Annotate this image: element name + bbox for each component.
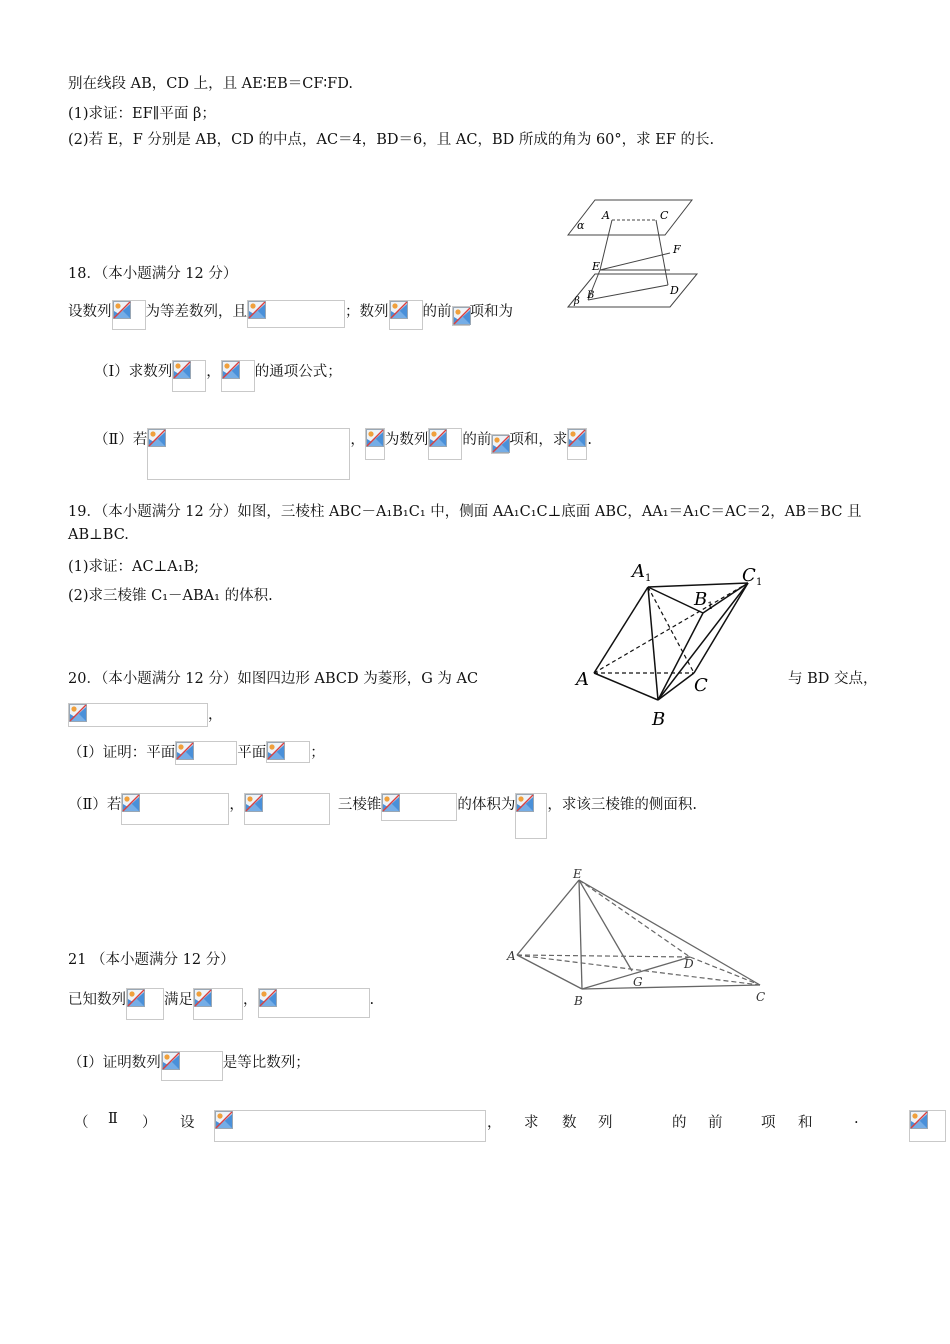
text-seg: （Ⅰ）证明数列 <box>68 1055 161 1071</box>
broken-image-icon <box>215 1111 233 1129</box>
q21-part2-qiu: 求 <box>524 1115 539 1131</box>
fig2-label-a: A <box>576 669 589 690</box>
broken-image-icon <box>245 794 263 812</box>
q21-part2-she: 设 <box>180 1115 195 1131</box>
text-seg: ；数列 <box>345 304 389 320</box>
formula-image-placeholder <box>244 793 330 825</box>
q21-part2-shu: 数 <box>562 1115 577 1131</box>
q19-line1: 19．（本小题满分 12 分）如图，三棱柱 ABC－A₁B₁C₁ 中，侧面 AA₁C₁C⊥底面 ABC，AA₁＝A₁C＝AC＝2，AB＝BC 且 <box>68 504 862 520</box>
svg-text:1: 1 <box>645 573 652 584</box>
q21-part2-qian: 前 <box>708 1115 723 1131</box>
svg-text:1: 1 <box>756 577 763 588</box>
formula-image-placeholder <box>121 793 229 825</box>
formula-image-placeholder <box>365 428 385 460</box>
broken-image-icon <box>222 361 240 379</box>
broken-image-icon <box>113 301 131 319</box>
text-seg: 三棱锥 <box>337 797 382 813</box>
broken-image-icon <box>390 301 408 319</box>
text-seg: 为等差数列，且 <box>145 304 247 320</box>
formula-image-placeholder <box>175 741 237 765</box>
formula-image-placeholder <box>389 300 423 330</box>
q20-line1a: 20．（本小题满分 12 分）如图四边形 ABCD 为菱形，G 为 AC <box>68 671 479 687</box>
broken-image-icon <box>366 429 384 447</box>
fig3-label-d: D <box>684 957 694 971</box>
fig1-label-e: E <box>592 260 601 273</box>
formula-image-placeholder <box>266 741 310 763</box>
q18-part1 <box>94 360 342 392</box>
fig1-label-d: D <box>670 284 679 297</box>
broken-image-icon <box>259 989 277 1007</box>
q19-line2: AB⊥BC. <box>68 527 129 543</box>
formula-image-placeholder <box>214 1110 486 1142</box>
text-seg: 满足 <box>164 992 193 1008</box>
text-seg: （Ⅱ）若 <box>68 797 122 813</box>
svg-text:1: 1 <box>707 601 714 612</box>
text-seg: 项和为 <box>469 304 513 320</box>
q21-header: 21 （本小题满分 12 分） <box>68 952 235 968</box>
q21-part2-comma: ， <box>487 1115 502 1131</box>
fig3-label-b: B <box>574 994 583 1008</box>
formula-image-placeholder <box>567 428 587 460</box>
fig3-label-c: C <box>756 990 766 1004</box>
formula-image-placeholder <box>452 306 470 326</box>
fig2-label-c: C <box>694 675 708 696</box>
broken-image-icon <box>162 1052 180 1070</box>
text-seg: 的前 <box>462 432 492 448</box>
fig3-label-e: E <box>573 867 582 881</box>
text-seg: ， <box>350 432 365 448</box>
broken-image-icon <box>69 704 87 722</box>
text-seg: 的前 <box>422 304 452 320</box>
q21-part2-numeral: Ⅱ <box>108 1111 118 1127</box>
q18-header: 18．（本小题满分 12 分） <box>68 266 238 282</box>
q21-part2-xiang: 项 <box>761 1115 776 1131</box>
fig2-label-b: B <box>652 709 666 730</box>
q21-part1 <box>68 1051 310 1081</box>
formula-image-placeholder <box>112 300 146 330</box>
text-seg: ， <box>243 992 258 1008</box>
fig3-label-g: G <box>633 975 643 989</box>
fig3-label-a: A <box>507 949 516 963</box>
broken-image-icon <box>173 361 191 379</box>
q21-line1 <box>68 988 374 1020</box>
q21-part2-de: 的 <box>672 1115 687 1131</box>
formula-image-placeholder <box>491 434 509 454</box>
broken-image-icon <box>910 1111 928 1129</box>
q20-line2 <box>68 703 223 727</box>
text-seg: 项和，求 <box>509 432 568 448</box>
q21-part2-he: 和 <box>798 1115 813 1131</box>
text-seg: ， <box>208 707 223 723</box>
formula-image-placeholder <box>172 360 206 392</box>
q21-part2-paren-close: ） <box>142 1115 157 1131</box>
broken-image-icon <box>248 301 266 319</box>
formula-image-placeholder <box>258 988 370 1018</box>
broken-image-icon <box>429 429 447 447</box>
text-seg: 的通项公式； <box>254 364 342 380</box>
text-seg: 是等比数列； <box>222 1055 310 1071</box>
q19-part2: (2)求三棱锥 C₁－ABA₁ 的体积. <box>68 588 273 604</box>
text-seg: 平面 <box>237 745 267 761</box>
fig1-label-b: B <box>587 290 595 301</box>
text-seg: 的体积为 <box>457 797 516 813</box>
text-seg: （Ⅰ）求数列 <box>94 364 173 380</box>
formula-image-placeholder <box>515 793 547 839</box>
q21-part2-period: . <box>854 1111 859 1127</box>
fig1-label-a: A <box>602 209 610 222</box>
figure-triangular-prism <box>570 555 770 735</box>
formula-image-placeholder <box>381 793 457 821</box>
fig1-label-c: C <box>660 209 669 222</box>
text-seg: 已知数列 <box>68 992 126 1008</box>
q20-part2 <box>68 793 697 839</box>
broken-image-icon <box>122 794 140 812</box>
q20-part1 <box>68 741 325 765</box>
figure-pyramid <box>505 862 775 1010</box>
fig1-label-alpha: α <box>577 219 585 232</box>
text-seg: （Ⅱ）若 <box>94 432 148 448</box>
text-seg: ，求该三棱锥的侧面积. <box>547 797 697 813</box>
broken-image-icon <box>516 794 534 812</box>
formula-image-placeholder <box>428 428 462 460</box>
broken-image-icon <box>176 742 194 760</box>
fig2-label-a1: A <box>632 561 645 582</box>
fig2-label-c1: C <box>742 565 756 586</box>
broken-image-icon <box>568 429 586 447</box>
broken-image-icon <box>148 429 166 447</box>
fig1-label-beta: β <box>574 296 580 307</box>
broken-image-icon <box>127 989 145 1007</box>
q21-part2-paren-open: （ <box>74 1115 89 1131</box>
formula-image-placeholder <box>147 428 350 480</box>
formula-image-placeholder <box>909 1110 946 1142</box>
text-seg: . <box>369 992 375 1008</box>
broken-image-icon <box>382 794 400 812</box>
q17-line1: 别在线段 AB，CD 上，且 AE∶EB＝CF∶FD. <box>68 76 353 92</box>
text-seg: 设数列 <box>68 304 112 320</box>
text-seg: . <box>587 432 592 448</box>
formula-image-placeholder <box>68 703 208 727</box>
text-seg: （Ⅰ）证明：平面 <box>68 745 176 761</box>
formula-image-placeholder <box>221 360 255 392</box>
fig1-label-f: F <box>673 243 681 256</box>
formula-image-placeholder <box>161 1051 223 1081</box>
text-seg: 为数列 <box>384 432 429 448</box>
broken-image-icon <box>267 742 285 760</box>
broken-image-icon <box>453 307 471 325</box>
q20-line1b: 与 BD 交点， <box>788 671 878 687</box>
q19-part1: (1)求证：AC⊥A₁B; <box>68 559 200 575</box>
fig2-label-b1: B <box>694 589 708 610</box>
formula-image-placeholder <box>126 988 164 1020</box>
text-seg: ， <box>229 797 244 813</box>
q18-part2 <box>94 428 592 480</box>
figure-parallel-planes <box>560 190 710 315</box>
q17-part2: (2)若 E，F 分别是 AB，CD 的中点，AC＝4，BD＝6，且 AC，BD 所成的角为 60°，求 EF 的长. <box>68 132 715 148</box>
broken-image-icon <box>194 989 212 1007</box>
formula-image-placeholder <box>193 988 243 1020</box>
q21-part2-lie: 列 <box>598 1115 613 1131</box>
q17-part1: (1)求证：EF∥平面 β； <box>68 106 216 122</box>
text-seg: ， <box>206 364 221 380</box>
q18-line1 <box>68 300 513 330</box>
text-seg: ； <box>310 745 325 761</box>
broken-image-icon <box>492 435 510 453</box>
formula-image-placeholder <box>247 300 345 328</box>
